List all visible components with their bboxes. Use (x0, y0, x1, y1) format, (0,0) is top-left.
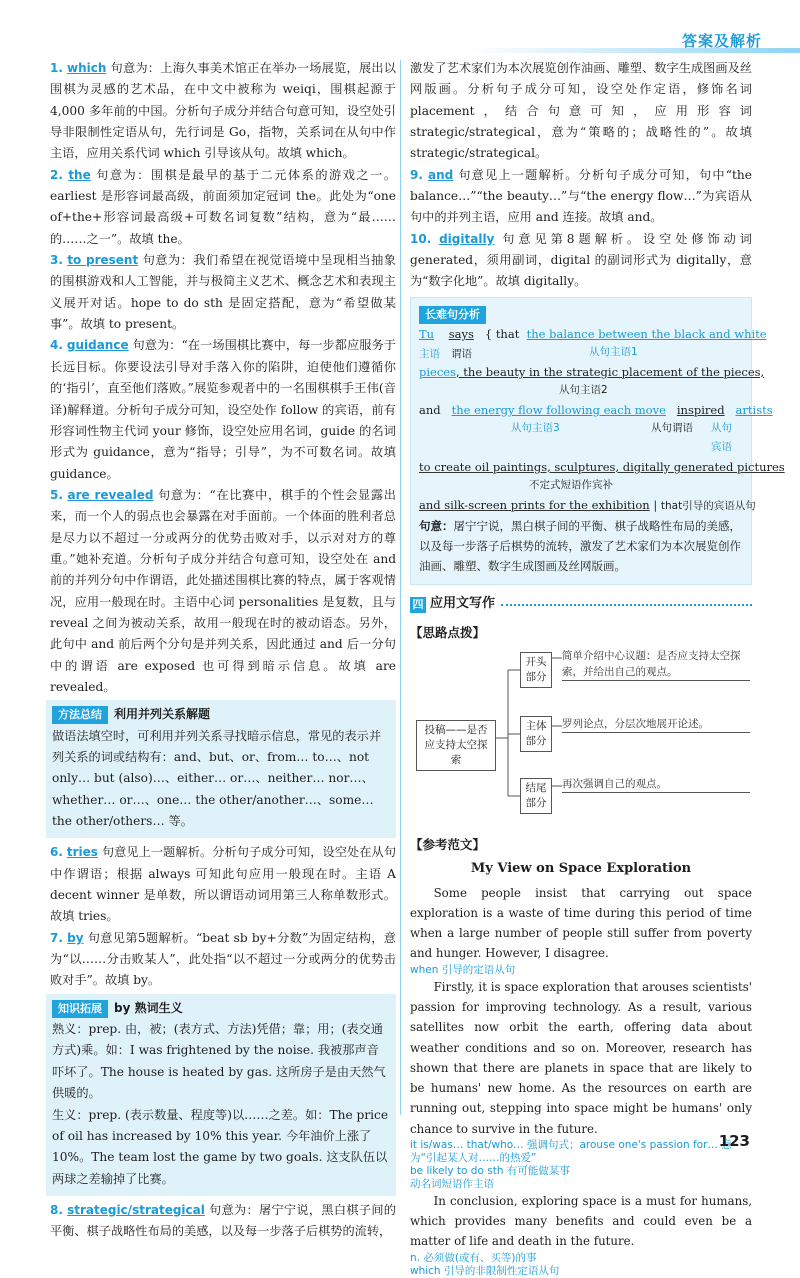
answer-explanation: 句意为：“在一场围棋比赛中，每一步都应服务于长远目标。你要设法引导对手落入你的陷阱，迫使他们遵循你的‘指引’，直至他们落败。”展览参观者中的一名围棋棋手王伟(音译)解释道。分析句子成分可知，设空处作 follow 的宾语，前有形容词性物主代词 your 修饰，设空处应用名词，guide 的名词形式为 guidance，意为“指导；引导”，为不可数名词。故填 guidance。 (50, 338, 396, 481)
answer-key: strategic/strategical (67, 1202, 205, 1217)
analysis-row-2 (419, 362, 765, 381)
answer-number: 8. (50, 1202, 63, 1217)
essay-note: be likely to do sth 有可能做某事 (410, 1164, 570, 1177)
idea-guide-heading: 【思路点拨】 (410, 625, 486, 641)
analysis-note: 从句主语1 (589, 345, 638, 358)
answer-number: 7. (50, 930, 63, 945)
analysis-word: that (495, 326, 520, 341)
answer-number: 4. (50, 338, 63, 353)
analysis-phrase: to create oil paintings, sculptures, digitally generated pictures (419, 459, 785, 474)
column-divider (400, 60, 401, 1115)
analysis-row-3-notes-b (419, 438, 743, 457)
answer-number: 9. (410, 167, 423, 182)
knowledge-extension-tag: 知识拓展 (52, 1000, 108, 1018)
answer-10 (410, 229, 752, 293)
essay-note: it is/was… that/who… 强调句式；arouse one's passion for… 意为“引起某人对……的热爱” (410, 1138, 732, 1164)
answer-number: 6. (50, 845, 63, 860)
idea-mindmap (410, 646, 752, 828)
answer-number: 1. (50, 61, 63, 75)
analysis-phrase: the balance between the black and white (526, 326, 767, 341)
translation-label: 句意： (419, 518, 454, 533)
answer-explanation: 句意为：我们希望在视觉语境中呈现相当抽象的围棋游戏和人工智能，并与极简主义艺术、概念艺术和表现主义展开对话。hope to do sth 是固定搭配，意为“希望做某事”。故填 to present。 (50, 253, 396, 332)
page-header (0, 28, 800, 56)
page-number: 123 (718, 1132, 750, 1150)
mindmap-text-body: 罗列论点，分层次地展开论述。 (562, 716, 750, 733)
mindmap-text-ending: 再次强调自己的观点。 (562, 776, 750, 793)
answer-explanation: 句意为：围棋是最早的基于二元体系的游戏之一。earliest 是形容词最高级，前面须加定冠词 the。此处为“one of+the+形容词最高级+可数名词复数”结构，意为“最……的……之一”。故填 the。 (50, 167, 397, 246)
analysis-phrase: and silk-screen prints for the exhibition (419, 497, 650, 512)
analysis-row-5: and silk-screen prints for the exhibition | that引导的宾语从句 (419, 497, 756, 512)
mindmap-branch-ending: 结尾部分 (520, 778, 552, 814)
answer-key: digitally (439, 231, 495, 246)
analysis-row-1: Tu says { that the balance between the black and white (419, 326, 767, 341)
method-summary-text: 做语法填空时，可利用并列关系寻找暗示信息，常见的表示并列关系的词或结构有：and、but、or、from… to…、not only… but (also)…、either… or…、neither… nor…、whether… or…、one… the other/another…、some… the other/others… 等。 (52, 728, 382, 829)
answer-8 (50, 1200, 396, 1243)
analysis-note: 谓语 (450, 347, 472, 360)
answer-explanation: 句意为：上海久事美术馆正在举办一场展览，展出以围棋为灵感的艺术品，在中文中被称为 weiqi，围棋起源于4,000 多年前的中国。分析句子成分并结合句意可知，设空处引导非限制性定语从句，先行词是 Go，指物，关系词在从句中作主语，应用关系代词 which 引导该从句。故填 which。 (50, 61, 396, 161)
answer-1 (50, 58, 396, 165)
answer-key: to present (67, 253, 139, 268)
analysis-note: 宾语 (711, 440, 732, 453)
analysis-note: 从句 (711, 421, 732, 434)
answer-explanation: 句意见上一题解析。分析句子成分可知，句中“the balance…”“the beauty…”与“the energy flow…”为宾语从句中的并列主语，应用 and 连接。故填 and。 (410, 167, 752, 225)
answer-explanation: 句意为：“在比赛中，棋手的个性会显露出来，而一个人的弱点也会暴露在对手面前。一个体面的胜利者总是尽力以不超过一分或两分的优势击败对手，以示对对方的尊重。”她补充道。分析句子成分并结合句意可知，设空处在 and 前的并列分句中作谓语，此处描述围棋比赛的特点，属于客观情况，应用一般现在时。主语中心词 personalities 是复数，且与 reveal 之间为被动关系，故用一般现在时的被动语态。另外，此句中 and 前后两个分句是并列关系，因此通过 and 后一分句中的谓语 are exposed 也可得到暗示信息。故填 are revealed。 (50, 487, 396, 694)
analysis-row-4 (419, 457, 785, 476)
mindmap-root: 投稿——是否应支持太空探索 (416, 720, 496, 771)
analysis-row-4-notes (419, 476, 743, 495)
sentence-analysis-tag: 长难句分析 (419, 306, 486, 324)
essay-note: which 引导的非限制性定语从句 (410, 1264, 560, 1277)
analysis-word: and (419, 402, 441, 417)
writing-section-heading (410, 593, 752, 616)
answer-2 (50, 165, 396, 250)
analysis-row-1-notes (419, 343, 743, 362)
analysis-word: artists (735, 402, 773, 417)
answer-key: by (67, 930, 84, 945)
answer-key: and (427, 167, 454, 182)
answer-9 (410, 165, 752, 229)
essay-title: My View on Space Exploration (470, 860, 692, 876)
analysis-word: pieces (419, 364, 456, 379)
analysis-note: 从句主语2 (559, 383, 608, 396)
analysis-word: says (448, 326, 474, 341)
mindmap-branch-body: 主体部分 (520, 716, 552, 752)
sentence-analysis-box (410, 297, 785, 586)
answer-number: 2. (50, 167, 63, 182)
analysis-note: 主语 (419, 347, 440, 360)
answer-explanation: 句意见第5题解析。“beat sb by+分数”为固定结构，意为“以……分击败某人”，此处指“以不超过一分或两分的优势击败对手”。故填 by。 (50, 930, 396, 988)
answer-number: 10. (410, 231, 432, 246)
section-divider (501, 604, 752, 606)
translation-text: 屠宁宁说，黑白棋子间的平衡、棋子战略性布局的美感，以及每一步落子后棋势的流转，激发了艺术家们为本次展览创作油画、雕塑、数字生成图画及丝网版画。 (419, 518, 741, 574)
answer-key: the (68, 167, 91, 182)
section-number-icon: 四 (410, 597, 426, 613)
analysis-row-2-notes (419, 381, 743, 400)
knowledge-extension-p1: 熟义：prep. 由，被；(表方式、方法)凭借；靠；用；(表交通方式)乘。如：I was frightened by the noise. 我被那声音吓坏了。The house is heated by gas. 这所房子是由天然气供暖的。 (52, 1022, 386, 1101)
method-summary-box (46, 700, 396, 838)
answer-5 (50, 485, 396, 698)
sentence-translation (419, 516, 743, 576)
mindmap-text-opening: 简单介绍中心议题：是否应支持太空探索，并给出自己的观点。 (562, 648, 750, 681)
mindmap-branch-opening: 开头部分 (520, 652, 552, 688)
knowledge-extension-box (46, 994, 396, 1196)
writing-heading: 应用文写作 (430, 596, 496, 612)
analysis-note: 从句主语3 (511, 421, 560, 434)
method-summary-title: 利用并列关系解题 (114, 707, 211, 722)
right-column (410, 58, 785, 1278)
answer-7 (50, 928, 396, 992)
answer-number: 5. (50, 487, 63, 502)
analysis-note: 从句谓语 (651, 421, 693, 434)
sample-essay-heading: 【参考范文】 (410, 836, 486, 852)
analysis-row-3-notes (419, 419, 743, 438)
knowledge-extension-title: by 熟词生义 (114, 1000, 183, 1015)
essay-note: n. 必须做(或有、买等)的事 (410, 1251, 537, 1264)
method-summary-tag: 方法总结 (52, 706, 108, 724)
analysis-phrase: the energy flow following each move (451, 402, 666, 417)
knowledge-extension-p2: 生义：prep. (表示数量、程度等)以……之差。如：The price of oil has increased by 10% this year. 今年油价上涨了 10%。The team lost the game by two goals. 这支队伍以两球之差输掉了比赛。 (52, 1107, 389, 1186)
answer-3 (50, 250, 396, 335)
answer-key: guidance (66, 338, 129, 353)
essay-paragraph-1: Some people insist that carrying out space exploration is a waste of time during this period of time when a large number of people still suffer from poverty and hunger. However, I disagree. (410, 885, 752, 961)
essay-note: when 引导的定语从句 (410, 963, 516, 976)
essay-paragraph-2: Firstly, it is space exploration that arouses scientists' passion for improving technology. As a result, various satellites now orbit the earth, offering data about weather conditions and so on. Moreover, research has shown that there are planets in space that are likely to be humans' new home. As the resources on earth are running out, stepping into space might be humans' only chance to survive in the future. (410, 979, 752, 1136)
analysis-note: that引导的宾语从句 (660, 499, 756, 512)
answer-key: tries (66, 845, 98, 860)
answer-8-continued: 激发了艺术家们为本次展览创作油画、雕塑、数字生成图画及丝网版画。分析句子成分可知，设空处作定语，修饰名词 placement，结合句意可知，应用形容词 strategic/strategical，意为“策略的；战略性的”。故填 strategic/strategical。 (410, 61, 752, 161)
analysis-phrase: , the beauty in the strategic placement of the pieces, (456, 364, 765, 379)
answer-explanation: 句意为：屠宁宁说，黑白棋子间的平衡、棋子战略性布局的美感，以及每一步落子后棋势的流转， (50, 1202, 396, 1239)
essay-note: 动名词短语作主语 (410, 1177, 494, 1190)
answer-4 (50, 335, 396, 484)
analysis-word: inspired (676, 402, 725, 417)
sample-essay (410, 883, 752, 1278)
left-column (50, 58, 396, 1243)
analysis-note: 不定式短语作宾补 (529, 478, 613, 491)
analysis-row-3 (419, 400, 773, 419)
essay-paragraph-3: In conclusion, exploring space is a must for humans, which provides many benefits and could even be a matter of life and death in the future. (410, 1193, 752, 1249)
answer-explanation: 句意见第8题解析。设空处修饰动词 generated，须用副词，digital 的副词形式为 digitally，意为“数字化地”。故填 digitally。 (410, 231, 752, 289)
answer-key: are revealed (67, 487, 154, 502)
answer-6 (50, 842, 396, 927)
analysis-word: Tu (419, 326, 435, 341)
answer-explanation: 句意见上一题解析。分析句子成分可知，设空处在从句中作谓语；根据 always 可知此句应用一般现在时。主语 A decent winner 是单数，所以谓语动词用第三人称单数形式。故填 tries。 (50, 845, 397, 924)
header-title: 答案及解析 (681, 32, 762, 50)
answer-number: 3. (50, 253, 63, 268)
answer-key: which (67, 61, 107, 75)
